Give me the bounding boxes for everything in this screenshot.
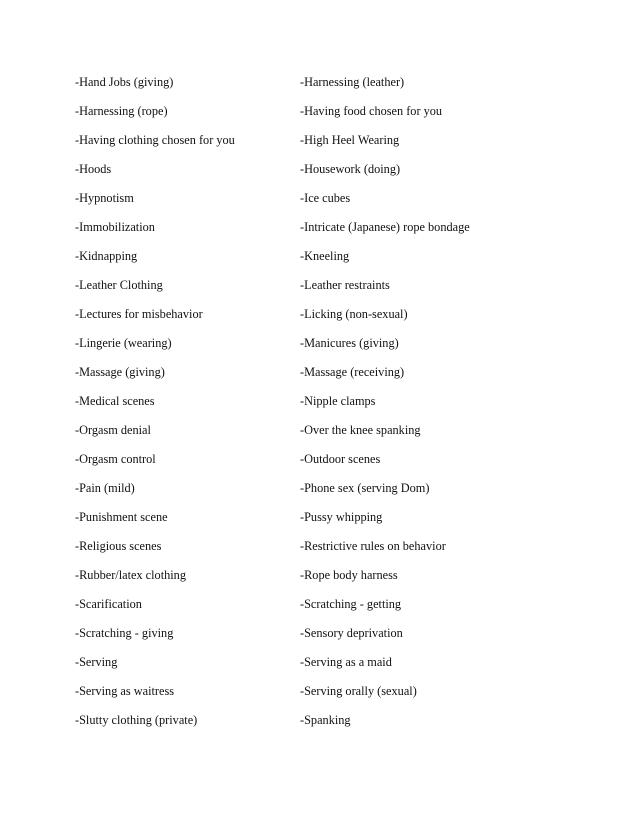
list-item-right: -Kneeling (300, 249, 350, 263)
list-row (75, 420, 555, 449)
list-item-right: -Leather restraints (300, 278, 390, 292)
list-row (75, 333, 555, 362)
list-item-right: -Licking (non-sexual) (300, 307, 408, 321)
list-item-left: -Hypnotism (75, 191, 134, 205)
list-item-left: -Religious scenes (75, 539, 162, 553)
list-row (75, 507, 555, 536)
list-row (75, 594, 555, 623)
list-item-right: -Over the knee spanking (300, 423, 421, 437)
list-row (75, 536, 555, 565)
list-item-left: -Massage (giving) (75, 365, 165, 379)
list-item-left: -Hoods (75, 162, 112, 176)
list-item-right: -Rope body harness (300, 568, 398, 582)
list-item-right: -Harnessing (leather) (300, 75, 405, 89)
list-item-left: -Slutty clothing (private) (75, 713, 198, 727)
list-item-right: -Manicures (giving) (300, 336, 399, 350)
list-row (75, 681, 555, 710)
list-item-left: -Rubber/latex clothing (75, 568, 186, 582)
list-item-right: -Pussy whipping (300, 510, 383, 524)
list-item-left: -Serving (75, 655, 118, 669)
list-item-left: -Scratching - giving (75, 626, 174, 640)
list-row (75, 246, 555, 275)
list-item-left: -Immobilization (75, 220, 155, 234)
list-item-right: -Having food chosen for you (300, 104, 443, 118)
list-item-left: -Orgasm denial (75, 423, 151, 437)
list-item-left: -Kidnapping (75, 249, 138, 263)
list-row (75, 652, 555, 681)
list-row (75, 710, 555, 739)
list-item-right: -Scratching - getting (300, 597, 402, 611)
list-item-right: -Restrictive rules on behavior (300, 539, 446, 553)
list-row (75, 72, 555, 101)
list-row (75, 362, 555, 391)
list-item-left: -Pain (mild) (75, 481, 135, 495)
list-item-right: -Massage (receiving) (300, 365, 405, 379)
list-item-right: -Serving orally (sexual) (300, 684, 417, 698)
list-item-right: -Nipple clamps (300, 394, 376, 408)
list-item-right: -Serving as a maid (300, 655, 392, 669)
list-row (75, 159, 555, 188)
list-item-left: -Harnessing (rope) (75, 104, 168, 118)
list-item-right: -Outdoor scenes (300, 452, 381, 466)
list-item-right: -Housework (doing) (300, 162, 401, 176)
list-item-left: -Lingerie (wearing) (75, 336, 172, 350)
list-item-left: -Leather Clothing (75, 278, 163, 292)
list-row (75, 478, 555, 507)
list-row (75, 217, 555, 246)
list-row (75, 304, 555, 333)
list-item-right: -Spanking (300, 713, 351, 727)
list-item-left: -Punishment scene (75, 510, 168, 524)
list-row (75, 565, 555, 594)
list-item-left: -Having clothing chosen for you (75, 133, 235, 147)
list-item-left: -Medical scenes (75, 394, 155, 408)
list-row (75, 391, 555, 420)
list-row (75, 623, 555, 652)
list-row (75, 101, 555, 130)
list-item-right: -Intricate (Japanese) rope bondage (300, 220, 470, 234)
list-item-right: -High Heel Wearing (300, 133, 400, 147)
list-item-left: -Lectures for misbehavior (75, 307, 203, 321)
list-item-right: -Ice cubes (300, 191, 351, 205)
list-item-left: -Scarification (75, 597, 142, 611)
list-item-left: -Serving as waitress (75, 684, 175, 698)
list-item-left: -Hand Jobs (giving) (75, 75, 174, 89)
list-item-right: -Phone sex (serving Dom) (300, 481, 430, 495)
list-item-left: -Orgasm control (75, 452, 156, 466)
list-item-right: -Sensory deprivation (300, 626, 403, 640)
list-row (75, 275, 555, 304)
activity-list (75, 72, 555, 739)
list-row (75, 188, 555, 217)
list-row (75, 130, 555, 159)
list-row (75, 449, 555, 478)
